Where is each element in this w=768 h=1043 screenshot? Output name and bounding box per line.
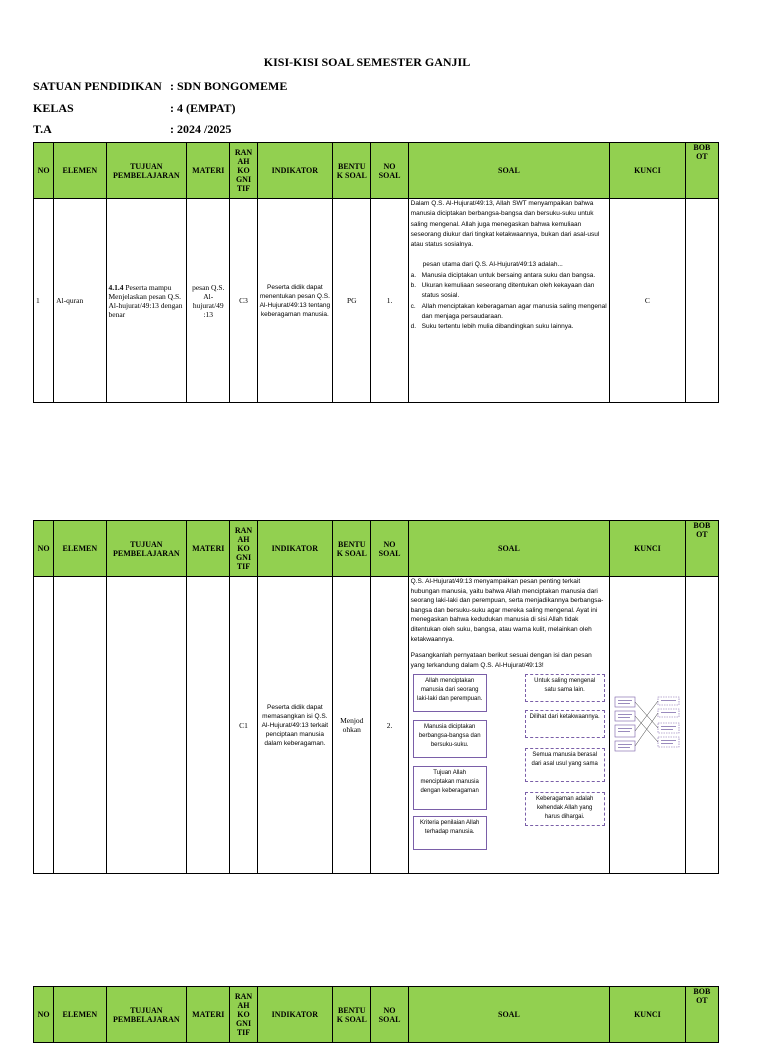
meta-label: T.A xyxy=(33,122,52,136)
meta-satuan-pendidikan xyxy=(33,79,287,94)
cell-materi xyxy=(187,577,230,874)
col-header-no-soal: NO SOAL xyxy=(371,521,408,577)
cell-elemen xyxy=(54,577,106,874)
col-header-soal: SOAL xyxy=(408,521,609,577)
col-header-tujuan: TUJUAN PEMBELAJARAN xyxy=(106,987,187,1043)
col-header-materi: MATERI xyxy=(187,143,230,199)
col-header-bobot: BOB OT xyxy=(685,987,718,1043)
col-header-elemen: ELEMEN xyxy=(54,143,106,199)
matching-diagram xyxy=(411,674,607,850)
col-header-kunci: KUNCI xyxy=(610,987,686,1043)
option-a: a. Manusia diciptakan untuk bersaing antara suku dan bangsa. xyxy=(410,271,596,279)
cell-no: 1 xyxy=(34,199,54,403)
match-left-item-3: Tujuan Allah menciptakan manusia dengan keberagaman xyxy=(413,766,487,810)
meta-label: SATUAN PENDIDIKAN xyxy=(33,79,162,93)
option-c: c. Allah menciptakan keberagaman agar manusia saling mengenal dan menjaga persaudaraan. xyxy=(410,302,607,320)
col-header-ranah: RAN AH KO GNI TIF xyxy=(230,521,257,577)
col-header-indikator: INDIKATOR xyxy=(257,521,333,577)
col-header-kunci: KUNCI xyxy=(610,521,686,577)
kisi-table-1 xyxy=(33,142,719,403)
cell-bentuk: PG xyxy=(333,199,371,403)
answer-options xyxy=(411,271,607,333)
cell-kunci: C xyxy=(610,199,686,403)
match-right-item-1: Untuk saling mengenal satu sama lain. xyxy=(525,674,605,702)
soal-intro: Dalam Q.S. Al-Hujurat/49:13, Allah SWT menyampaikan bahwa manusia diciptakan berbangsa-bangsa dan bersuku-suku untuk saling mengenal. Allah juga menegaskan bahwa kemuliaan seseorang diukur dari tingkat ketakwaannya, bukan dari asal-usul atau status sosialnya. xyxy=(410,200,600,249)
soal-question: Pasangkanlah pernyataan berikut sesuai dengan isi dan pesan yang terkandung dalam Q.S. Al-Hujurat/49:13! xyxy=(410,652,592,669)
col-header-bentuk: BENTU K SOAL xyxy=(333,987,371,1043)
cell-no xyxy=(34,577,54,874)
table-row xyxy=(34,577,719,874)
col-header-no: NO xyxy=(34,521,54,577)
cell-bobot xyxy=(685,199,718,403)
col-header-bobot: BOB OT xyxy=(685,143,718,199)
cell-ranah: C1 xyxy=(230,577,257,874)
tp-text: Peserta mampu Menjelaskan pesan Q.S. Al-hujurat/49:13 dengan benar xyxy=(108,282,183,319)
match-left-item-1: Allah menciptakan manusia dari seorang laki-laki dan perempuan. xyxy=(413,674,487,712)
cell-indikator: Peserta didik dapat menentukan pesan Q.S. Al-Hujurat/49:13 tentang keberagaman manusia. xyxy=(257,199,333,403)
cell-tujuan xyxy=(106,199,187,403)
table-row xyxy=(34,199,719,403)
meta-kelas xyxy=(33,101,236,116)
col-header-no-soal: NO SOAL xyxy=(371,987,408,1043)
col-header-elemen: ELEMEN xyxy=(54,521,106,577)
meta-value: : 4 (EMPAT) xyxy=(170,101,236,115)
col-header-soal: SOAL xyxy=(408,143,609,199)
col-header-elemen: ELEMEN xyxy=(54,987,106,1043)
soal-intro: Q.S. Al-Hujurat/49:13 menyampaikan pesan penting terkait hubungan manusia, yaitu bahwa Allah menciptakan manusia dari seorang laki-laki dan perempuan, serta menjadikannya berbangsa-bangsa dan bersuku-suku agar mereka saling mengenal. Ayat ini menegaskan bahwa kedudukan manusia di sisi Allah tidak ditentukan oleh suku, bangsa, atau warna kulit, melainkan oleh ketakwaannya. xyxy=(410,578,604,643)
option-d: d. Suku tertentu lebih mulia dibandingkan suku lainnya. xyxy=(410,323,574,331)
match-left-item-2: Manusia diciptakan berbangsa-bangsa dan bersuku-suku. xyxy=(413,720,487,758)
answer-key-thumbnail xyxy=(614,695,680,755)
col-header-soal: SOAL xyxy=(408,987,609,1043)
col-header-tujuan: TUJUAN PEMBELAJARAN xyxy=(106,521,187,577)
tp-code: 4.1.4 xyxy=(108,282,124,292)
kisi-table-2 xyxy=(33,520,719,874)
match-right-item-4: Keberagaman adalah kehendak Allah yang harus dihargai. xyxy=(525,792,605,826)
table-header-row xyxy=(34,987,719,1043)
meta-ta xyxy=(33,122,231,137)
col-header-bentuk: BENTU K SOAL xyxy=(333,143,371,199)
match-right-item-3: Semua manusia berasal dari asal usul yang sama xyxy=(525,748,605,782)
cell-soal xyxy=(408,199,609,403)
cell-elemen: Al-quran xyxy=(54,199,106,403)
table-header-row xyxy=(34,143,719,199)
cell-no-soal: 2. xyxy=(371,577,408,874)
cell-no-soal: 1. xyxy=(371,199,408,403)
col-header-materi: MATERI xyxy=(187,987,230,1043)
col-header-ranah: RAN AH KO GNI TIF xyxy=(230,987,257,1043)
meta-value: : 2024 /2025 xyxy=(170,122,232,136)
col-header-no: NO xyxy=(34,143,54,199)
col-header-no-soal: NO SOAL xyxy=(371,143,408,199)
col-header-indikator: INDIKATOR xyxy=(257,143,333,199)
option-b: b. Ukuran kemuliaan seseorang ditentukan oleh kekayaan dan status sosial. xyxy=(410,282,595,300)
col-header-bobot: BOB OT xyxy=(685,521,718,577)
document-title: KISI-KISI SOAL SEMESTER GANJIL xyxy=(263,55,471,69)
col-header-kunci: KUNCI xyxy=(610,143,686,199)
cell-ranah: C3 xyxy=(230,199,257,403)
col-header-no: NO xyxy=(34,987,54,1043)
cell-bobot xyxy=(685,577,718,874)
cell-kunci xyxy=(610,577,686,874)
soal-question: pesan utama dari Q.S. Al-Hujurat/49:13 adalah... xyxy=(422,261,563,269)
table-header-row xyxy=(34,521,719,577)
cell-bentuk: Menjod ohkan xyxy=(333,577,371,874)
col-header-bentuk: BENTU K SOAL xyxy=(333,521,371,577)
match-left-item-4: Kriteria penilaian Allah terhadap manusia. xyxy=(413,816,487,850)
kisi-table-3 xyxy=(33,986,719,1043)
match-right-item-2: Dilihat dari ketakwaannya. xyxy=(525,710,605,738)
cell-indikator: Peserta didik dapat memasangkan isi Q.S. Al-Hujurat/49:13 terkait penciptaan manusia dalam keberagaman. xyxy=(257,577,333,874)
col-header-indikator: INDIKATOR xyxy=(257,987,333,1043)
col-header-ranah: RAN AH KO GNI TIF xyxy=(230,143,257,199)
col-header-tujuan: TUJUAN PEMBELAJARAN xyxy=(106,143,187,199)
meta-value: : SDN BONGOMEME xyxy=(170,79,288,93)
cell-soal xyxy=(408,577,609,874)
col-header-materi: MATERI xyxy=(187,521,230,577)
cell-tujuan xyxy=(106,577,187,874)
cell-materi: pesan Q.S. Al-hujurat/49 :13 xyxy=(187,199,230,403)
meta-label: KELAS xyxy=(33,101,74,115)
